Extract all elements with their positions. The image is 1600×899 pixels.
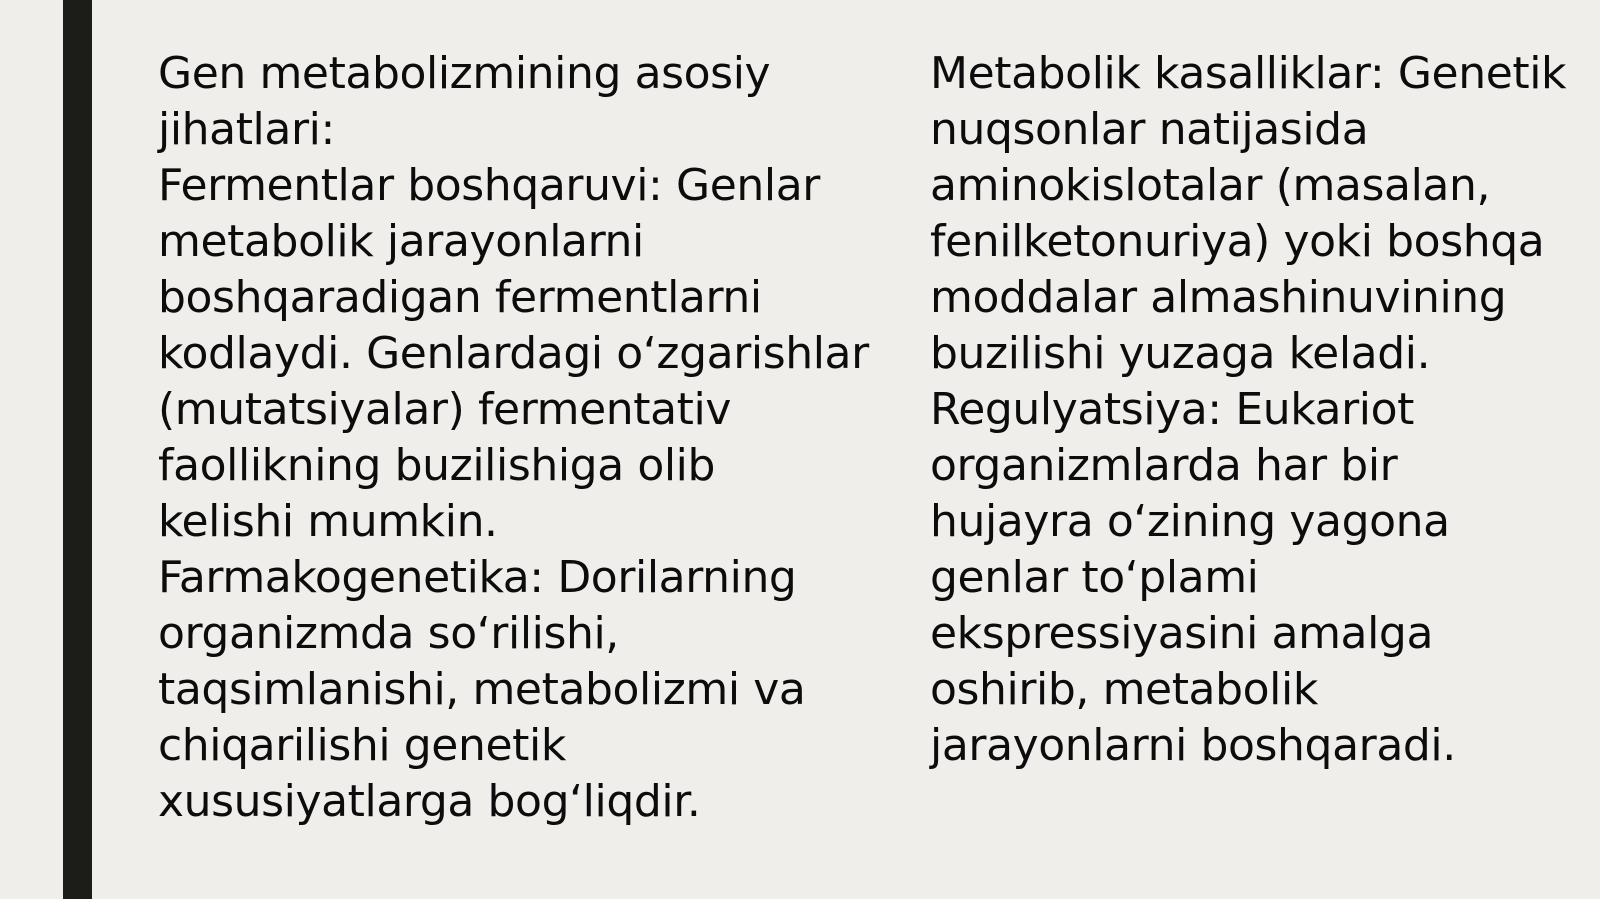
text-line: boshqaradigan fermentlarni: [158, 272, 762, 323]
text-line: metabolik jarayonlarni: [158, 216, 644, 267]
text-line: (mutatsiyalar) fermentativ: [158, 384, 731, 435]
text-line: Regulyatsiya: Eukariot: [930, 384, 1414, 435]
text-line: Fermentlar boshqaruvi: Genlar: [158, 160, 820, 211]
right-text-column: [930, 46, 1590, 774]
text-line: ekspressiyasini amalga: [930, 608, 1434, 659]
text-line: organizmlarda har bir: [930, 440, 1398, 491]
text-line: fenilketonuriya) yoki boshqa: [930, 216, 1545, 267]
text-line: Farmakogenetika: Dorilarning: [158, 552, 797, 603]
text-line: oshirib, metabolik: [930, 664, 1318, 715]
text-line: jarayonlarni boshqaradi.: [930, 720, 1456, 771]
text-line: organizmda soʻrilishi,: [158, 608, 619, 659]
text-line: Gen metabolizmining asosiy: [158, 48, 771, 99]
text-line: hujayra oʻzining yagona: [930, 496, 1450, 547]
text-line: faollikning buzilishiga olib: [158, 440, 716, 491]
text-line: nuqsonlar natijasida: [930, 104, 1369, 155]
text-line: chiqarilishi genetik: [158, 720, 566, 771]
slide-accent-bar: [63, 0, 92, 899]
text-line: buzilishi yuzaga keladi.: [930, 328, 1431, 379]
left-text-column: [158, 46, 888, 830]
text-line: jihatlari:: [158, 104, 335, 155]
text-line: moddalar almashinuvining: [930, 272, 1507, 323]
text-line: genlar toʻplami: [930, 552, 1259, 603]
text-line: taqsimlanishi, metabolizmi va: [158, 664, 806, 715]
text-line: kodlaydi. Genlardagi oʻzgarishlar: [158, 328, 869, 379]
text-line: kelishi mumkin.: [158, 496, 498, 547]
text-line: aminokislotalar (masalan,: [930, 160, 1491, 211]
text-line: xususiyatlarga bogʻliqdir.: [158, 776, 701, 827]
text-line: Metabolik kasalliklar: Genetik: [930, 48, 1567, 99]
